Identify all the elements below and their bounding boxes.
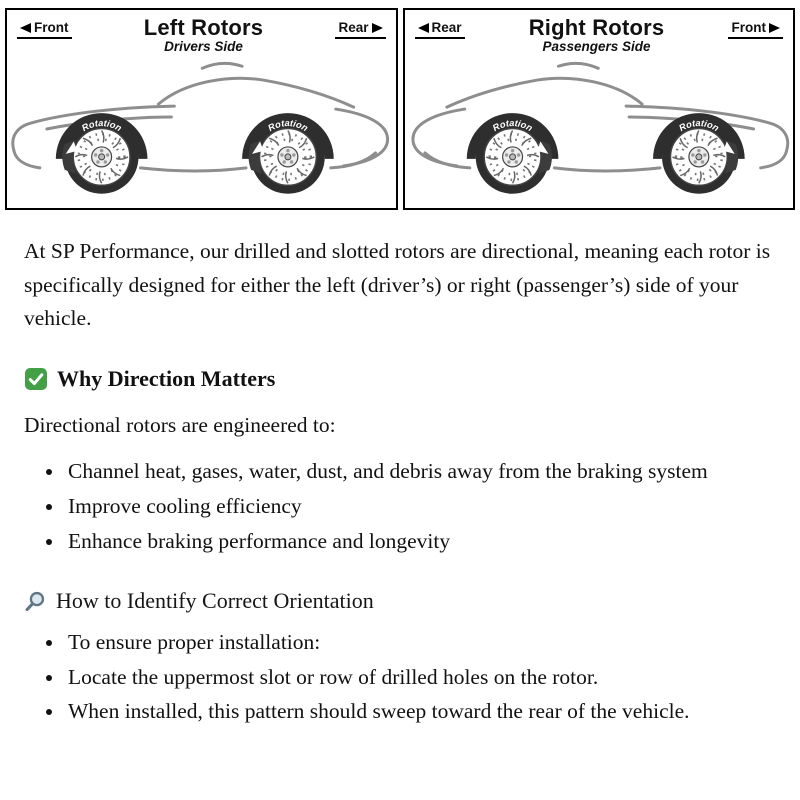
left-panel-header [7, 10, 396, 54]
list-item: • Enhance braking performance and longevity [65, 525, 774, 559]
right-panel-title-block [529, 16, 665, 54]
panel-subtitle: Passengers Side [542, 38, 651, 54]
rear-direction-arrow [415, 19, 465, 39]
section-heading-identify-orientation [24, 584, 774, 618]
rotor-direction-diagram [0, 0, 800, 212]
panel-title: Left Rotors [143, 15, 264, 40]
car-illustration-right [405, 54, 794, 206]
list-item: • Locate the uppermost slot or row of drilled holes on the rotor. [65, 661, 774, 695]
intro-paragraph: At SP Performance, our drilled and slotted rotors are directional, meaning each rotor is specifically designed for either the left (driver’s) or right (passenger’s) side of your vehicle. [24, 239, 771, 331]
lead-paragraph: Directional rotors are engineered to: [24, 412, 336, 437]
orientation-list [24, 626, 774, 729]
rotation-label: Rotation [676, 118, 721, 134]
list-item: • Channel heat, gases, water, dust, and debris away from the braking system [65, 455, 774, 489]
benefits-list [24, 455, 774, 558]
list-item: • Improve cooling efficiency [65, 490, 774, 524]
rear-direction-arrow [335, 19, 385, 39]
direction-label: Front [731, 20, 766, 35]
direction-label: Front [34, 20, 69, 35]
left-arrow-icon [418, 23, 429, 33]
article-body [0, 212, 800, 729]
direction-label: Rear [338, 20, 369, 35]
section-heading-direction-matters [24, 362, 774, 396]
check-mark-icon [24, 367, 48, 391]
rotation-label: Rotation [490, 118, 534, 134]
list-item: • To ensure proper installation: [65, 626, 774, 660]
magnifier-icon [24, 590, 47, 613]
panel-title: Right Rotors [528, 15, 665, 40]
right-panel-header [405, 10, 794, 54]
rotation-label: Rotation [80, 118, 124, 134]
list-item: • When installed, this pattern should sweep toward the rear of the vehicle. [65, 695, 774, 729]
left-panel-title-block [144, 16, 264, 54]
left-arrow-icon [20, 23, 31, 33]
panel-subtitle: Drivers Side [164, 38, 243, 54]
right-rotors-panel [403, 8, 796, 210]
section-title: Why Direction Matters [57, 365, 276, 391]
left-rotors-panel [5, 8, 398, 210]
direction-label: Rear [431, 20, 462, 35]
front-direction-arrow [17, 19, 72, 39]
rotation-label: Rotation [266, 118, 310, 134]
right-arrow-icon [372, 23, 383, 33]
front-direction-arrow [728, 19, 783, 39]
section-title: How to Identify Correct Orientation [56, 588, 374, 614]
car-illustration-left [7, 54, 396, 206]
right-arrow-icon [769, 23, 780, 33]
